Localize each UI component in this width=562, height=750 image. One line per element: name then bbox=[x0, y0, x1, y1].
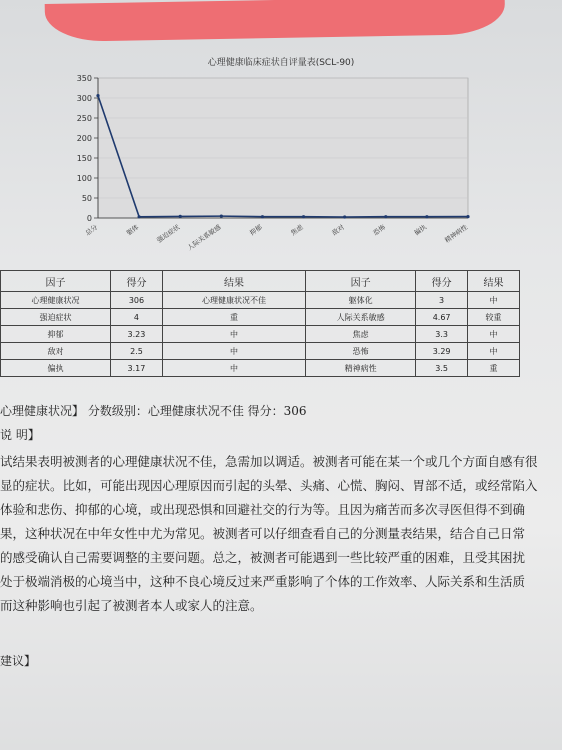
cell-score: 3.29 bbox=[416, 343, 468, 360]
paragraph-line: 试结果表明被测者的心理健康状况不佳，急需加以调适。被测者可能在某一个或几个方面自感有很 bbox=[0, 454, 538, 469]
table-row bbox=[1, 360, 520, 377]
table-row bbox=[1, 292, 520, 309]
cell-score: 3.3 bbox=[416, 326, 468, 343]
cell-result: 重 bbox=[468, 360, 520, 377]
y-tick-label: 200 bbox=[76, 134, 92, 143]
table-row bbox=[1, 326, 520, 343]
plot-area bbox=[98, 78, 468, 218]
cell-result: 心理健康状况不佳 bbox=[162, 292, 305, 309]
cell-factor: 强迫症状 bbox=[1, 309, 111, 326]
data-point bbox=[343, 215, 346, 218]
x-tick-label: 敌对 bbox=[330, 223, 346, 238]
y-tick-label: 350 bbox=[76, 74, 92, 83]
y-tick-label: 150 bbox=[76, 154, 92, 163]
explanation-heading: 说 明】 bbox=[0, 428, 40, 442]
cell-factor: 偏执 bbox=[1, 360, 111, 377]
x-tick-label: 偏执 bbox=[412, 223, 429, 238]
explanation-paragraph bbox=[0, 450, 562, 618]
cell-result: 中 bbox=[468, 343, 520, 360]
header-result: 结果 bbox=[468, 271, 520, 292]
cell-result: 中 bbox=[468, 326, 520, 343]
cell-factor: 焦虑 bbox=[306, 326, 416, 343]
y-tick-label: 0 bbox=[86, 214, 92, 223]
x-tick-label: 恐怖 bbox=[371, 223, 387, 238]
header-score: 得分 bbox=[111, 271, 163, 292]
cell-factor: 精神病性 bbox=[306, 360, 416, 377]
cell-result: 中 bbox=[162, 360, 305, 377]
data-point bbox=[220, 215, 223, 218]
scl90-line-chart bbox=[60, 68, 480, 253]
scores-table bbox=[0, 270, 520, 377]
paragraph-line: 显的症状。比如，可能出现因心理原因而引起的头晕、头痛、心慌、胸闷、胃部不适，或经常陷入 bbox=[0, 478, 538, 493]
data-point bbox=[425, 215, 428, 218]
cell-score: 2.5 bbox=[111, 343, 163, 360]
table-header-row bbox=[1, 271, 520, 292]
cell-factor: 人际关系敏感 bbox=[306, 309, 416, 326]
y-tick-label: 100 bbox=[76, 174, 92, 183]
cell-factor: 恐怖 bbox=[306, 343, 416, 360]
y-tick-label: 250 bbox=[76, 114, 92, 123]
x-tick-label: 精神病性 bbox=[443, 223, 470, 245]
data-point bbox=[384, 215, 387, 218]
x-tick-label: 抑郁 bbox=[248, 223, 264, 238]
x-tick-label: 躯体 bbox=[125, 223, 141, 238]
cell-factor: 敌对 bbox=[1, 343, 111, 360]
cell-result: 重 bbox=[162, 309, 305, 326]
cell-score: 3.23 bbox=[111, 326, 163, 343]
paragraph-line: 体验和悲伤、抑郁的心境，或出现恐惧和回避社交的行为等。且因为痛苦而多次寻医但得不到确 bbox=[0, 502, 526, 517]
x-tick-label: 人际关系敏感 bbox=[185, 223, 223, 253]
cell-factor: 抑郁 bbox=[1, 326, 111, 343]
paragraph-line: 果，这种状况在中年女性中尤为常见。被测者可以仔细查看自己的分测量表结果，结合自己日常 bbox=[0, 526, 526, 541]
cell-result: 较重 bbox=[468, 309, 520, 326]
advice-heading: 建议】 bbox=[0, 654, 37, 668]
header-result: 结果 bbox=[162, 271, 305, 292]
data-point bbox=[466, 215, 469, 218]
cell-score: 306 bbox=[111, 292, 163, 309]
header-factor: 因子 bbox=[306, 271, 416, 292]
cell-score: 3 bbox=[416, 292, 468, 309]
header-factor: 因子 bbox=[1, 271, 111, 292]
y-tick-label: 300 bbox=[76, 94, 92, 103]
data-point bbox=[302, 215, 305, 218]
table-row bbox=[1, 309, 520, 326]
table-row bbox=[1, 343, 520, 360]
data-point bbox=[138, 215, 141, 218]
cell-factor: 躯体化 bbox=[306, 292, 416, 309]
data-point bbox=[96, 94, 99, 97]
y-tick-label: 50 bbox=[81, 194, 92, 203]
x-tick-label: 总分 bbox=[83, 223, 100, 238]
cell-score: 4 bbox=[111, 309, 163, 326]
cell-result: 中 bbox=[162, 343, 305, 360]
data-point bbox=[261, 215, 264, 218]
header-score: 得分 bbox=[416, 271, 468, 292]
redaction-mark bbox=[45, 0, 506, 42]
cell-score: 3.5 bbox=[416, 360, 468, 377]
cell-result: 中 bbox=[468, 292, 520, 309]
cell-result: 中 bbox=[162, 326, 305, 343]
paragraph-line: 处于极端消极的心境当中，这种不良心境反过来严重影响了个体的工作效率、人际关系和生活质 bbox=[0, 574, 526, 589]
cell-score: 3.17 bbox=[111, 360, 163, 377]
cell-factor: 心理健康状况 bbox=[1, 292, 111, 309]
paragraph-line: 的感受确认自己需要调整的主要问题。总之，被测者可能遇到一些比较严重的困难，且受其困扰 bbox=[0, 550, 526, 565]
x-tick-label: 焦虑 bbox=[289, 223, 305, 238]
score-summary: 心理健康状况】 分数级别：心理健康状况不佳 得分：306 bbox=[0, 404, 307, 418]
cell-score: 4.67 bbox=[416, 309, 468, 326]
x-tick-label: 强迫症状 bbox=[155, 223, 182, 245]
data-point bbox=[179, 215, 182, 218]
paragraph-line: 而这种影响也引起了被测者本人或家人的注意。 bbox=[0, 598, 263, 613]
chart-title: 心理健康临床症状自评量表(SCL-90) bbox=[207, 58, 355, 68]
